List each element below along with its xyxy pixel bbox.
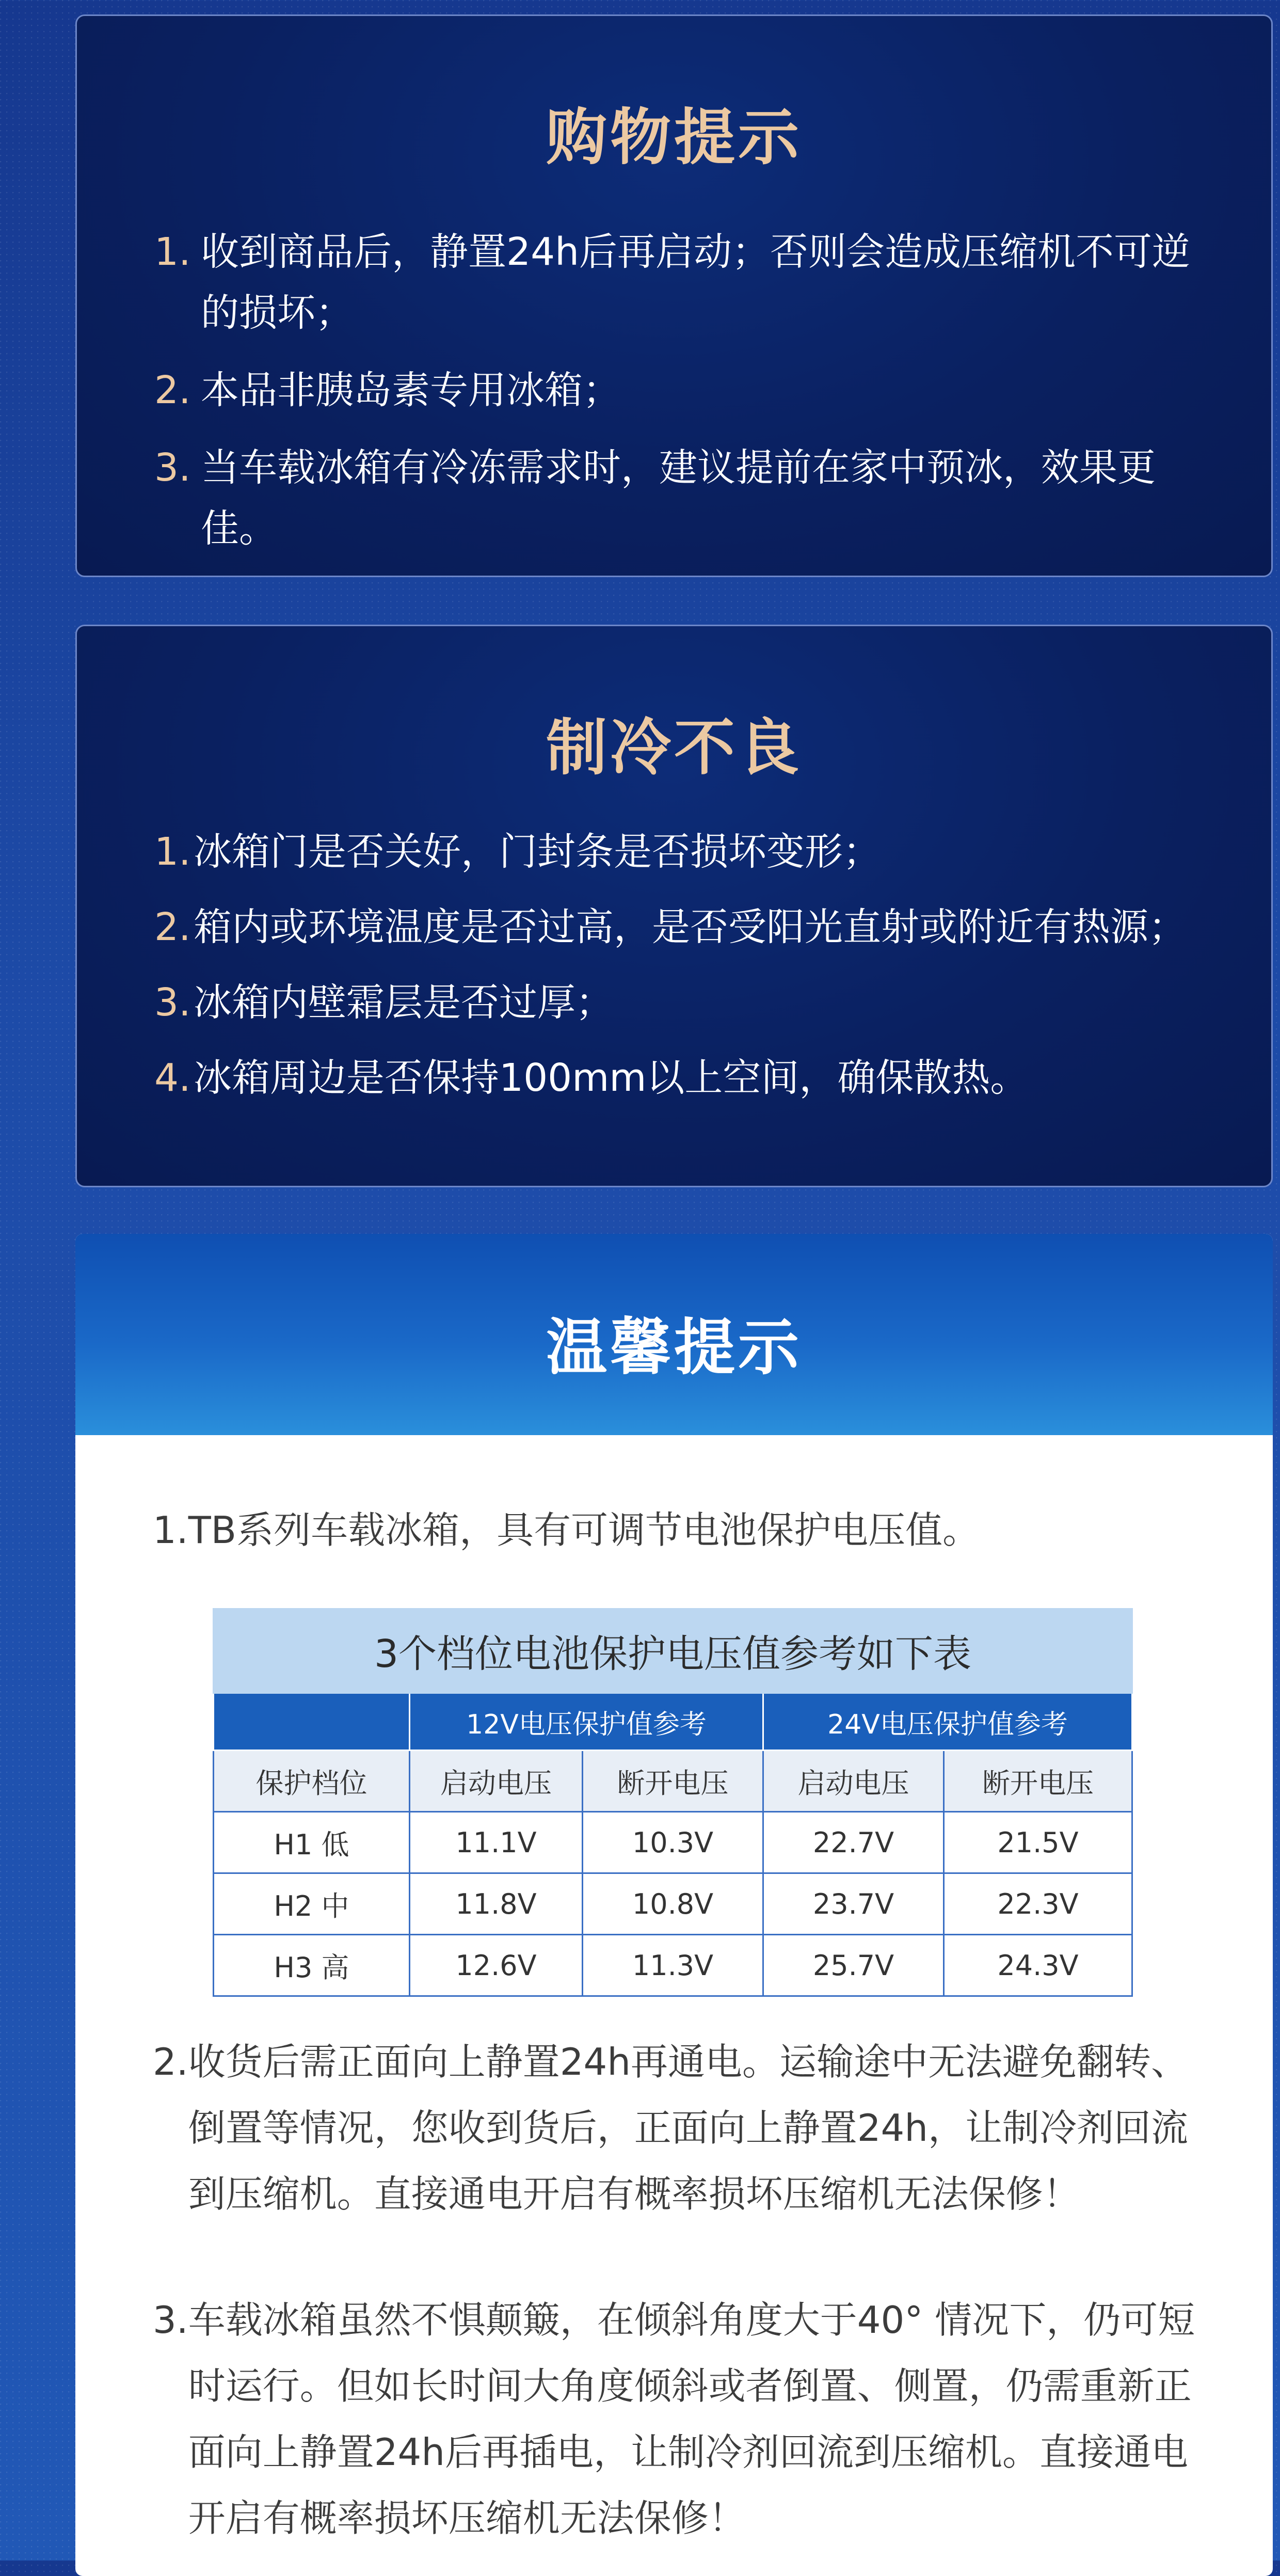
item-text: 当车载冰箱有冷冻需求时，建议提前在家中预冰，效果更佳。 — [201, 446, 1156, 551]
table-cell: 11.8V — [410, 1873, 583, 1935]
tip-paragraph-3 — [153, 2287, 1195, 2551]
table-caption-row — [214, 1609, 1132, 1693]
item-number: 3. — [154, 446, 191, 490]
item-number: 1. — [154, 230, 191, 274]
item-text: 冰箱门是否关好，门封条是否损坏变形； — [194, 830, 881, 874]
item-text: 车载冰箱虽然不惧颠簸，在倾斜角度大于40° 情况下，仍可短时运行。但如长时间大角度倾斜或者倒置、侧置，仍需重新正面向上静置24h后再插电，让制冷剂回流到压缩机。直接通电开启有概率损坏压缩机无法保修！ — [188, 2298, 1195, 2540]
shopping-tips-title: 购物提示 — [546, 102, 802, 173]
column-header: 断开电压 — [583, 1751, 763, 1812]
column-header: 启动电压 — [410, 1751, 583, 1812]
item-text: 箱内或环境温度是否过高，是否受阳光直射或附近有热源； — [194, 905, 1187, 949]
cooling-issues-list — [154, 821, 1194, 1123]
item-number: 4. — [154, 1056, 191, 1100]
table-cell: H2 中 — [214, 1873, 410, 1935]
table-header-row — [214, 1751, 1132, 1812]
column-header: 断开电压 — [944, 1751, 1132, 1812]
voltage-table — [213, 1608, 1133, 1997]
table-row — [214, 1935, 1132, 1996]
table-caption: 3个档位电池保护电压值参考如下表 — [214, 1609, 1132, 1693]
tip-paragraph-2 — [153, 2029, 1195, 2227]
table-row — [214, 1873, 1132, 1935]
list-item — [154, 972, 1194, 1033]
item-number: 3. — [154, 980, 191, 1025]
shopping-tips-list — [154, 221, 1194, 576]
table-cell: 24.3V — [944, 1935, 1132, 1996]
table-cell: 10.8V — [583, 1873, 763, 1935]
table-cell: 25.7V — [763, 1935, 944, 1996]
item-number: 1. — [153, 1508, 188, 1552]
item-text: 冰箱周边是否保持100mm以上空间，确保散热。 — [194, 1056, 1029, 1100]
item-number: 2. — [154, 368, 191, 412]
cooling-issues-card — [75, 625, 1273, 1187]
list-item — [154, 360, 1194, 421]
list-item — [154, 897, 1194, 958]
table-row — [214, 1812, 1132, 1873]
shopping-tips-card — [75, 14, 1273, 577]
column-header: 启动电压 — [763, 1751, 944, 1812]
list-item — [154, 221, 1194, 343]
item-number: 2. — [154, 905, 191, 949]
list-item — [154, 821, 1194, 882]
item-number: 3. — [153, 2298, 188, 2342]
table-cell: 23.7V — [763, 1873, 944, 1935]
item-text: 冰箱内壁霜层是否过厚； — [194, 980, 614, 1025]
list-item — [154, 1047, 1194, 1108]
table-cell — [214, 1693, 410, 1751]
tip-paragraph-1 — [153, 1497, 1195, 1563]
cooling-issues-title: 制冷不良 — [546, 712, 802, 783]
item-text: TB系列车载冰箱，具有可调节电池保护电压值。 — [188, 1508, 980, 1552]
group-header-12v: 12V电压保护值参考 — [410, 1693, 763, 1751]
table-cell: 12.6V — [410, 1935, 583, 1996]
table-group-header-row — [214, 1693, 1132, 1751]
item-number: 2. — [153, 2040, 188, 2084]
item-text: 收到商品后，静置24h后再启动；否则会造成压缩机不可逆的损坏； — [201, 230, 1191, 335]
list-item — [154, 437, 1194, 559]
table-cell: H1 低 — [214, 1812, 410, 1873]
item-number: 1. — [154, 830, 191, 874]
group-header-24v: 24V电压保护值参考 — [763, 1693, 1132, 1751]
warm-tips-card — [75, 1234, 1273, 2576]
warm-tips-title: 温馨提示 — [546, 1312, 802, 1383]
column-header: 保护档位 — [214, 1751, 410, 1812]
table-cell: 10.3V — [583, 1812, 763, 1873]
table-cell: H3 高 — [214, 1935, 410, 1996]
table-cell: 21.5V — [944, 1812, 1132, 1873]
table-cell: 11.1V — [410, 1812, 583, 1873]
item-text: 收货后需正面向上静置24h再通电。运输途中无法避免翻转、倒置等情况，您收到货后，正面向上静置24h，让制冷剂回流到压缩机。直接通电开启有概率损坏压缩机无法保修！ — [188, 2040, 1188, 2216]
table-cell: 22.3V — [944, 1873, 1132, 1935]
warm-tips-header — [75, 1234, 1273, 1435]
table-cell: 22.7V — [763, 1812, 944, 1873]
item-text: 本品非胰岛素专用冰箱； — [201, 368, 621, 412]
table-cell: 11.3V — [583, 1935, 763, 1996]
